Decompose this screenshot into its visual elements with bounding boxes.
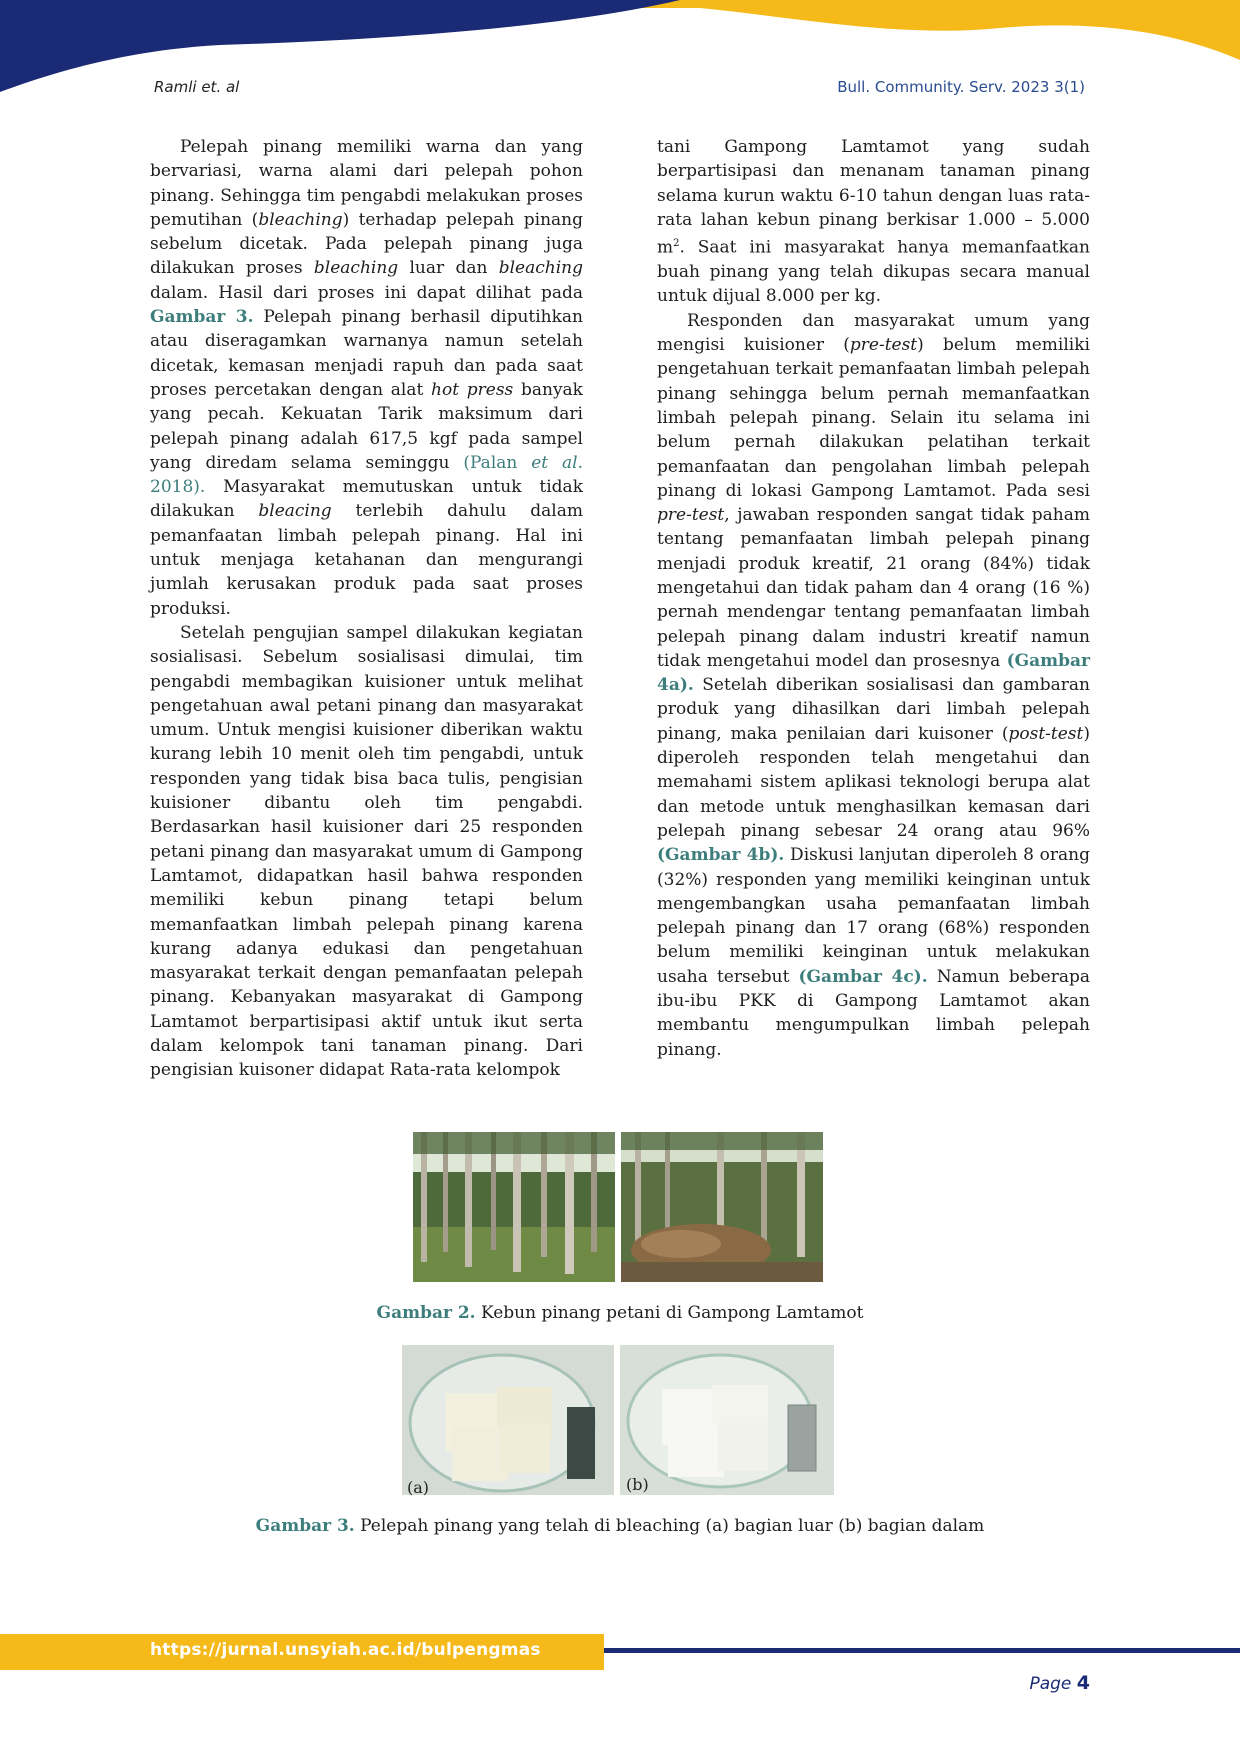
figure2-photo-right (621, 1132, 823, 1282)
paragraph: Pelepah pinang memiliki warna dan yang bervariasi, warna alami dari pelepah pohon pinang. Sehingga tim pengabdi melakukan proses pemutihan (bleaching) terhadap pelepah pinang sebelum dicetak. Pada pelepah pinang juga dilakukan proses bleaching luar dan bleaching dalam. Hasil dari proses ini dapat dilihat pada Gambar 3. Pelepah pinang berhasil diputihkan atau diseragamkan warnanya namun setelah dicetak, kemasan menjadi rapuh dan pada saat proses percetakan dengan alat hot press banyak yang pecah. Kekuatan Tarik maksimum dari pelepah pinang adalah 617,5 kgf pada sampel yang diredam selama seminggu (Palan et al. 2018). Masyarakat memutuskan untuk tidak dilakukan bleacing terlebih dahulu dalam pemanfaatan limbah pelepah pinang. Hal ini untuk menjaga ketahanan dan mengurangi jumlah kerusakan produk pada saat proses produksi. (150, 137, 583, 619)
figure3-sublabel-a: (a) (407, 1478, 430, 1497)
paragraph: Setelah pengujian sampel dilakukan kegiatan sosialisasi. Sebelum sosialisasi dimulai, tim pengabdi membagikan kuisioner untuk melihat pengetahuan awal petani pinang dan masyarakat umum. Untuk mengisi kuisioner diberikan waktu kurang lebih 10 menit oleh tim pengabdi, untuk responden yang tidak bisa baca tulis, pengisian kuisioner dibantu oleh tim pengabdi. Berdasarkan hasil kuisioner dari 25 responden petani pinang dan masyarakat umum di Gampong Lamtamot, didapatkan hasil bahwa responden memiliki kebun pinang tetapi belum memanfaatkan limbah pelepah pinang karena kurang adanya edukasi dan pengetahuan masyarakat terkait dengan pemanfaatan pelepah pinang. Kebanyakan masyarakat di Gampong Lamtamot berpartisipasi aktif untuk ikut serta dalam kelompok tani tanaman pinang. Dari pengisian kuisoner didapat Rata-rata kelompok (150, 622, 583, 1081)
running-head-journal: Bull. Community. Serv. 2023 3(1) (837, 78, 1085, 96)
running-head-author: Ramli et. al (154, 78, 240, 96)
figure-reference[interactable]: Gambar 3. (150, 307, 254, 328)
figure3-sublabel-b: (b) (626, 1475, 649, 1494)
figure2-caption: Gambar 2. Kebun pinang petani di Gampong Lamtamot (376, 1303, 864, 1323)
figure3-photo-b (620, 1345, 834, 1495)
figure2-photo-left (413, 1132, 615, 1282)
footer-rule (604, 1648, 1240, 1653)
journal-url-link[interactable]: https://jurnal.unsyiah.ac.id/bulpengmas (150, 1640, 541, 1660)
figure3-caption: Gambar 3. Pelepah pinang yang telah di bleaching (a) bagian luar (b) bagian dalam (255, 1516, 985, 1536)
citation-link[interactable]: (Palan et al. 2018). (150, 452, 583, 498)
paragraph: Responden dan masyarakat umum yang mengisi kuisioner (pre-test) belum memiliki pengetahuan terkait pemanfaatan limbah pelepah pinang sehingga belum pernah memanfaatkan limbah pelepah pinang. Selain itu selama ini belum pernah dilakukan pelatihan terkait pemanfaatan dan pengolahan limbah pelepah pinang di lokasi Gampong Lamtamot. Pada sesi pre-test, jawaban responden sangat tidak paham tentang pemanfaatan limbah pelepah pinang menjadi produk kreatif, 21 orang (84%) tidak mengetahui dan tidak paham dan 4 orang (16 %) pernah mendengar tentang pemanfaatan limbah pelepah pinang dalam industri kreatif namun tidak mengetahui model dan prosesnya (Gambar 4a). Setelah diberikan sosialisasi dan gambaran produk yang dihasilkan dari limbah pelepah pinang, maka penilaian dari kuisoner (post-test) diperoleh responden telah mengetahui dan memahami sistem aplikasi teknologi berupa alat dan metode untuk menghasilkan kemasan dari pelepah pinang sebesar 24 orang atau 96% (Gambar 4b). Diskusi lanjutan diperoleh 8 orang (32%) responden yang memiliki keinginan untuk mengembangkan usaha pemanfaatan limbah pelepah pinang dan 17 orang (68%) responden belum memiliki keinginan untuk melakukan usaha tersebut (Gambar 4c). Namun beberapa ibu-ibu PKK di Gampong Lamtamot akan membantu mengumpulkan limbah pelepah pinang. (657, 310, 1090, 1060)
right-column (657, 135, 1090, 1062)
figure-reference[interactable]: (Gambar 4c). (798, 966, 928, 987)
figure-reference[interactable]: (Gambar 4a). (657, 650, 1090, 696)
figure-reference[interactable]: (Gambar 4b). (657, 845, 785, 866)
paragraph: tani Gampong Lamtamot yang sudah berpartisipasi dan menanam tanaman pinang selama kurun waktu 6-10 tahun dengan luas rata-rata lahan kebun pinang berkisar 1.000 – 5.000 $m^2$. Saat ini masyarakat hanya memanfaatkan buah pinang yang telah dikupas secara manual untuk dijual 8.000 per kg. (657, 137, 1090, 307)
left-column (150, 135, 583, 1083)
figure3-photo-a (402, 1345, 614, 1495)
page-number: Page 4 (1029, 1672, 1090, 1694)
